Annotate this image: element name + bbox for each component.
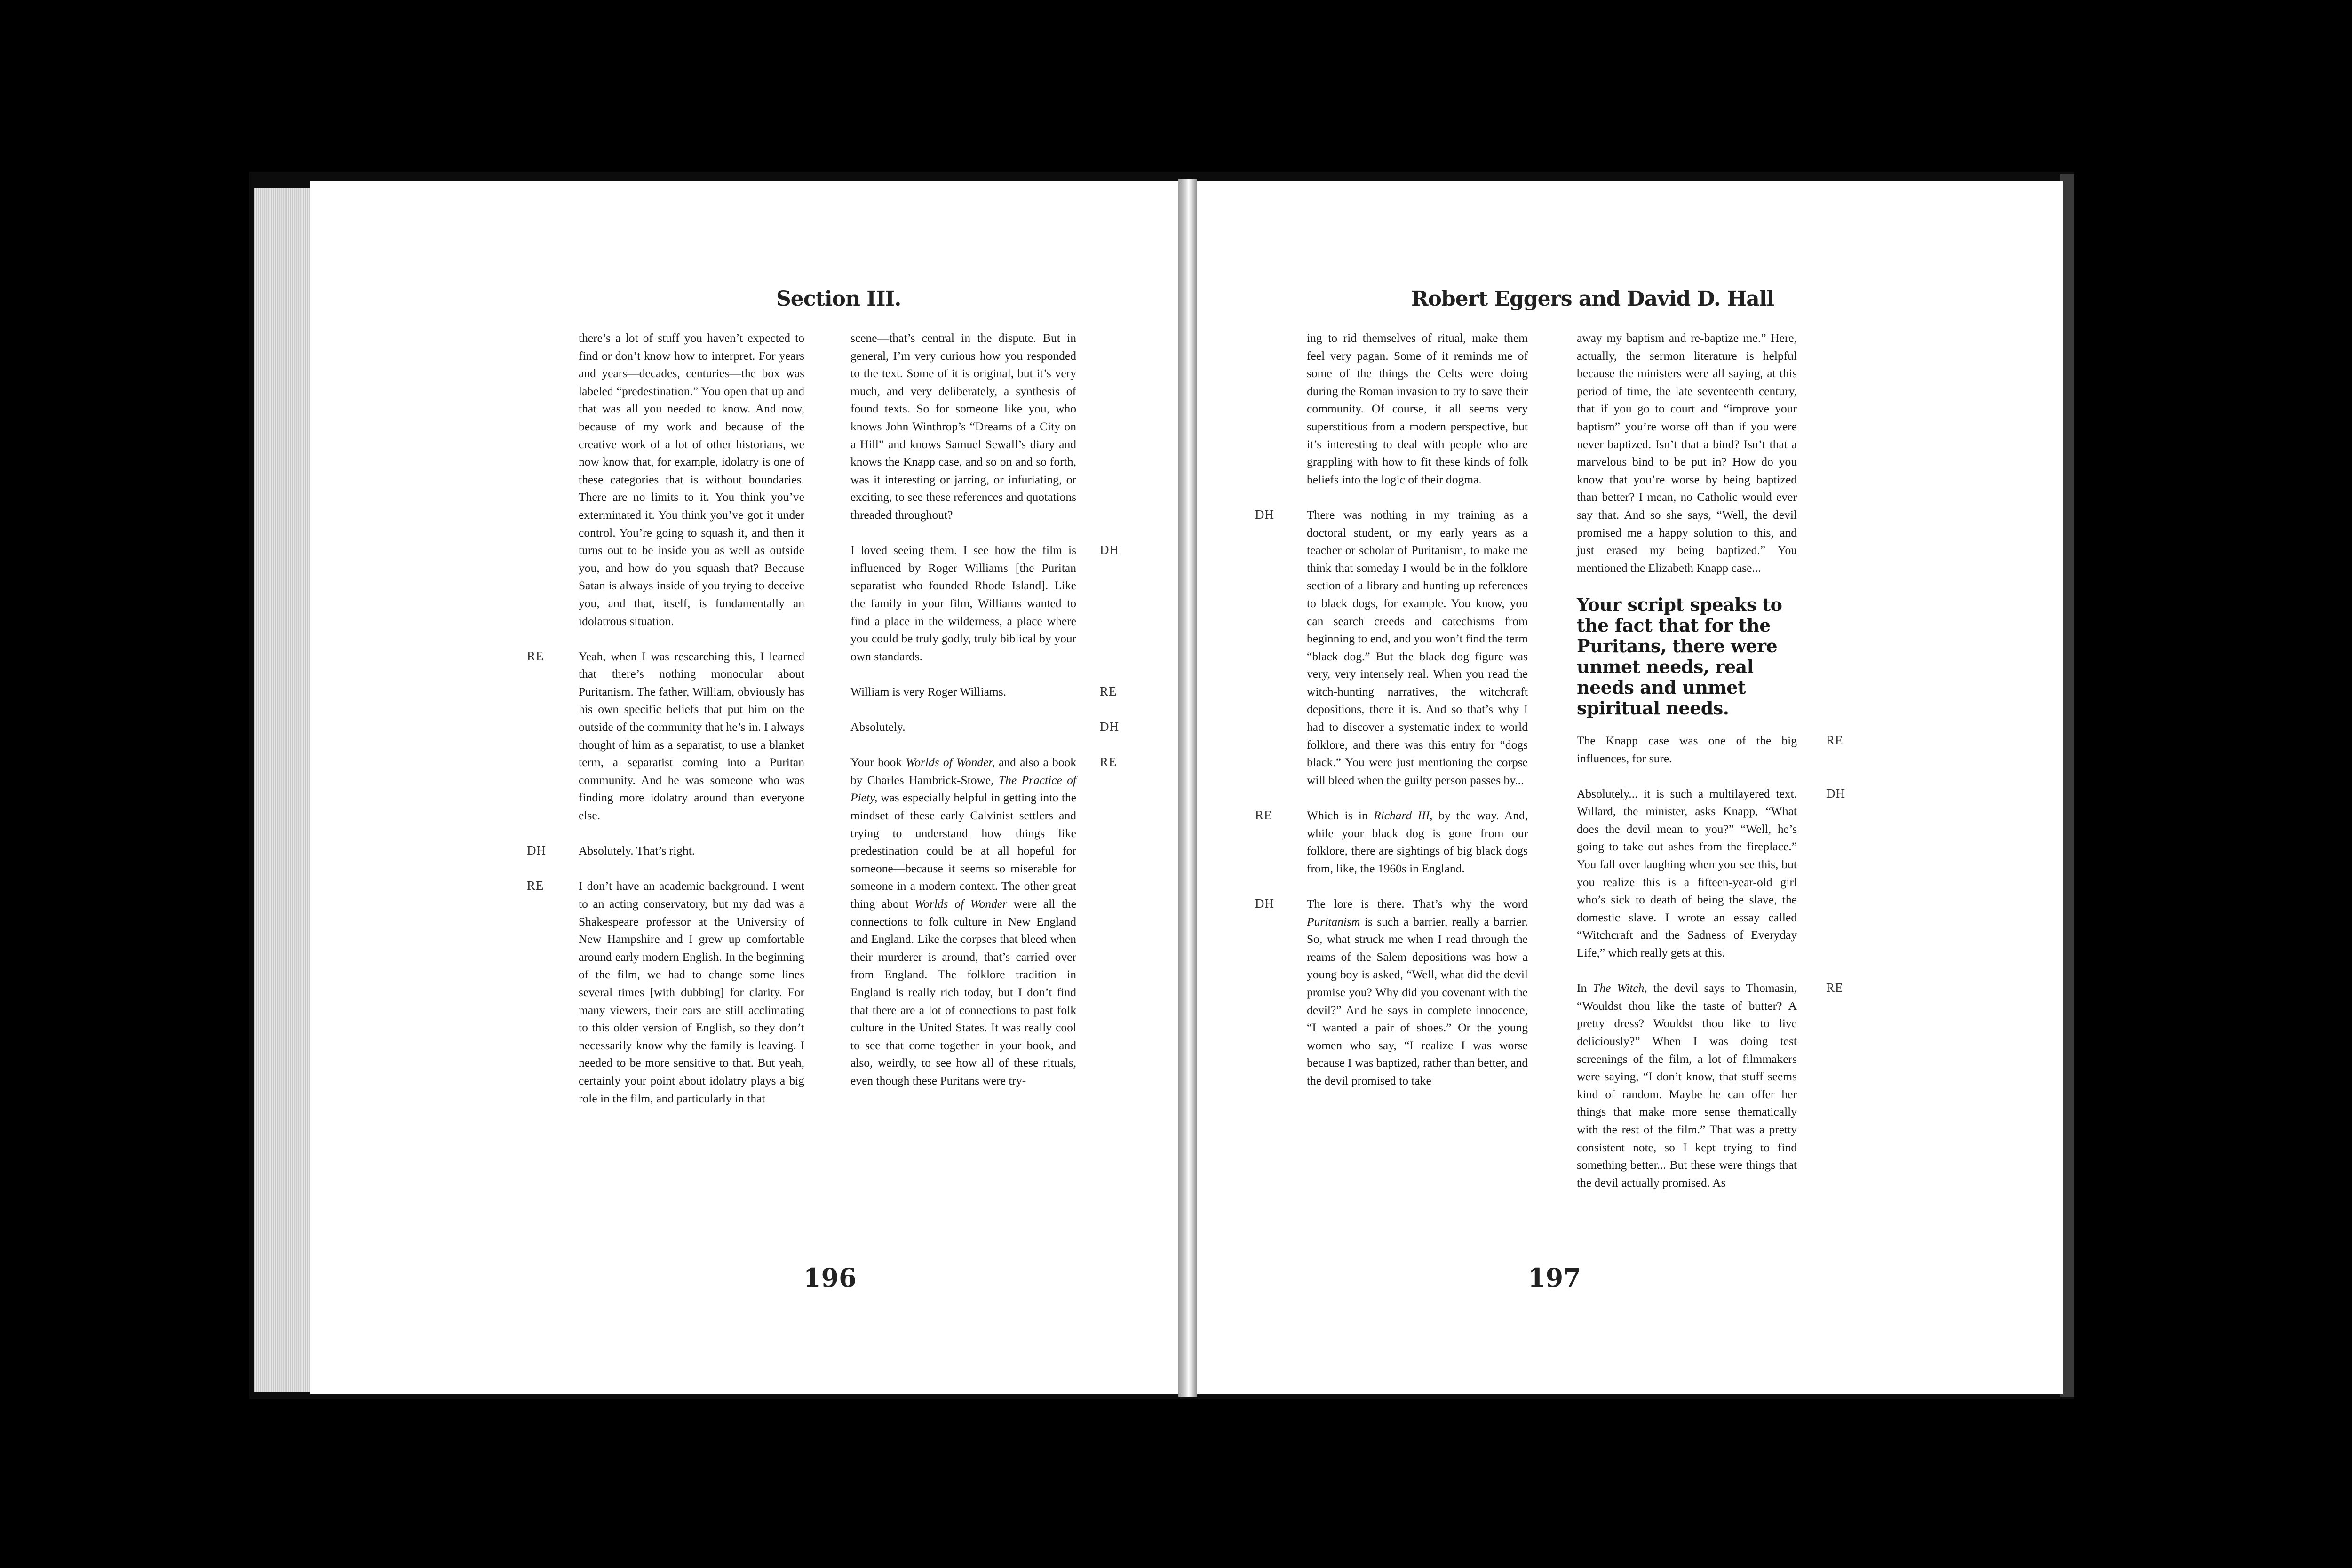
paragraph: Yeah, when I was researching this, I learned that there’s nothing monocular about Puritanism. The father, William, obviously has his own specific beliefs that put him on the outside of the community that he’s in. I always thought of him as a separatist, to use a blanket term, a separatist coming into a Puritan community. And he was someone who was finding more idolatry around than everyone else.: [579, 649, 804, 823]
speaker-label: RE: [527, 649, 544, 663]
running-head-right: Robert Eggers and David D. Hall: [1411, 287, 1774, 311]
speaker-label: DH: [527, 843, 546, 858]
paragraph: There was nothing in my training as a doctoral student, or my early years as a teacher or scholar of Puritanism, to make me think that someday I would be in the folklore section of a library and hunting up references to black dogs, for example. You know, you can search creeds and catechisms from beginning to end, and you won’t find the term “black dog.” But the black dog figure was very, very intensely real. When you read the witch-hunting narratives, the witchcraft depositions, there it is. And so that’s why I had to discover a systematic index to world folklore, and there was this entry for “dogs black.” You were just mentioning the corpse will bleed when the guilty person passes by...: [1307, 507, 1528, 787]
play-title: Richard III,: [1374, 808, 1433, 823]
pull-quote: Your script speaks to the fact that for the Puritans, there were unmet needs, real needs and unmet spiritual needs.: [1577, 594, 1782, 719]
page-number-left: 196: [803, 1263, 857, 1293]
paragraph: The lore is there. That’s why the word Puritanism is such a barrier, really a barrier. So, what struck me when I read through the reams of the Salem depositions was how a young boy is asked, “Well, what did the devil promise you? Why did you covenant with the devil?” And he says in complete innocence, “I wanted a pair of shoes.” Or the young women who say, “I realize I was worse because I was baptized, rather than better, and the devil promised to take: [1307, 897, 1528, 1087]
speaker-label: DH: [1255, 507, 1274, 522]
dialogue-entry: [850, 683, 1117, 701]
dialogue-entry: [1255, 807, 1528, 877]
book-title: Worlds of Wonder,: [906, 755, 995, 769]
right-col-2: [1577, 329, 1845, 1209]
paragraph: Absolutely.: [850, 720, 906, 734]
dialogue-entry: [1255, 895, 1528, 1090]
paragraph: Your book Worlds of Wonder, and also a book by Charles Hambrick-Stowe, The Practice of Piety, was especially helpful in getting into the mindset of these early Calvinist settlers and trying to understand how things like predestination could be at all hopeful for someone—because it seems so miserable for someone in a modern context. The other great thing about Worlds of Wonder were all the connections to folk culture in New England and England. Like the corpses that bleed when their murderer is around, that’s carried over from England. The folklore tradition in England is really rich today, but I don’t find that there are a lot of connections to past folk culture in the United States. It was really cool to see that come together in your book, and also, weirdly, to see how all of these rituals, even though these Puritans were try-: [850, 755, 1077, 1087]
paragraph: ing to rid themselves of ritual, make them feel very pagan. Some of it reminds me of some of the things the Celts were doing during the Roman invasion to try to save their community. Of course, it all seems very superstitious from a modern perspective, but it’s interesting to deal with people who are grappling with how to fit these kinds of folk beliefs into the logic of their dogma.: [1307, 331, 1528, 486]
paragraph: away my baptism and re-baptize me.” Here, actually, the sermon literature is helpful because the ministers were all saying, at this period of time, the late seventeenth century, that if you go to court and “improve your baptism” you’re worse off than if you were never baptized. Isn’t that a bind? Isn’t that a marvelous bind to be put in? How do you know that you’re worse by being baptized than better? I mean, no Catholic would ever say that. And so she says, “Well, the devil promised me a happy solution to this, and just erased my being baptized.” You mentioned the Elizabeth Knapp case...: [1577, 331, 1797, 575]
dialogue-entry: [1577, 785, 1845, 962]
running-head-left: Section III.: [776, 287, 901, 311]
left-col-2: [850, 329, 1119, 1107]
paragraph: William is very Roger Williams.: [850, 684, 1007, 698]
speaker-label: DH: [1100, 720, 1119, 734]
paragraph: In The Witch, the devil says to Thomasin, “Wouldst thou like the taste of butter? A pretty dress? Wouldst thou like to live deliciously?” When I was doing test screenings of the film, a lot of filmmakers were saying, “I don’t know, that stuff seems kind of random. Maybe he can offer her things that make more sense thematically with the rest of the film.” That was a pretty consistent note, so I kept trying to find something better... But these were things that the devil actually promised. As: [1577, 981, 1797, 1189]
paragraph: Absolutely... it is such a multilayered text. Willard, the minister, asks Knapp, “What does the devil mean to you?” “Well, he’s going to take out ashes from the fireplace.” You fall over laughing when you see this, but you realize this is a fifteen-year-old girl who’s sick to death of being the slave, the domestic slave. I wrote an essay called “Witchcraft and the Sadness of Everyday Life,” which really gets at this.: [1577, 786, 1797, 960]
paragraph: scene—that’s central in the dispute. But in general, I’m very curious how you responded to the text. Some of it is original, but it’s very much, and very deliberately, a synthesis of found texts. So for someone like you, who knows John Winthrop’s “Dreams of a City on a Hill” and knows Samuel Sewall’s diary and knows the Knapp case, and so on and so forth, was it interesting or jarring, or infuriating, or exciting, to see these references and quotations threaded throughout?: [850, 331, 1076, 522]
speaker-label: RE: [1255, 808, 1272, 823]
emphasis: Puritanism: [1307, 914, 1360, 928]
paragraph: I loved seeing them. I see how the film is influenced by Roger Williams [the Puritan separatist who founded Rhode Island]. Like the family in your film, Williams wanted to find a place in the wilderness, a place where you could be truly godly, truly biblical by your own standards.: [850, 543, 1076, 663]
right-page: [1192, 181, 2063, 1394]
paragraph: Which is in Richard III, by the way. And, while your black dog is gone from our folklore, there are sightings of big black dogs from, like, the 1960s in England.: [1307, 808, 1528, 875]
speaker-label: DH: [1255, 896, 1274, 911]
speaker-label: DH: [1100, 543, 1119, 557]
right-col-1: [1255, 329, 1528, 1107]
speaker-label: RE: [527, 879, 544, 893]
dialogue-entry: [1577, 732, 1843, 767]
left-page: [310, 181, 1181, 1394]
dialogue-entry: [1255, 506, 1528, 789]
book-gutter: [1178, 179, 1197, 1397]
dialogue-entry: [850, 718, 1119, 736]
paragraph: Absolutely. That’s right.: [579, 844, 695, 858]
left-col-1: [527, 329, 804, 1125]
book-title: The Practice of Piety,: [850, 773, 1076, 805]
speaker-label: RE: [1826, 733, 1843, 747]
dialogue-entry: [850, 753, 1117, 1089]
paragraph: The Knapp case was one of the big influences, for sure.: [1577, 733, 1797, 765]
speaker-label: RE: [1100, 684, 1117, 698]
film-title: The Witch,: [1593, 981, 1647, 995]
speaker-label: RE: [1100, 755, 1117, 769]
paragraph: there’s a lot of stuff you haven’t expected to find or don’t know how to interpret. For years and years—decades, centuries—the box was labeled “predestination.” You open that up and that was all you needed to know. And now, because of my work and because of the creative work of a lot of other historians, we now know that, for example, idolatry is one of these categories that is without boundaries. There are no limits to it. You think you’ve exterminated it. You think you’ve got it under control. You’re going to squash it, and then it turns out to be inside you as well as outside you, and how do you squash that? Because Satan is always inside of you trying to deceive you, and that, itself, is fundamentally an idolatrous situation.: [579, 331, 804, 628]
dialogue-entry: [1577, 979, 1843, 1191]
speaker-label: RE: [1826, 981, 1843, 995]
book-title: Worlds of Wonder: [914, 897, 1008, 911]
page-block-edge: [254, 188, 315, 1392]
paragraph: I don’t have an academic background. I went to an acting conservatory, but my dad was a Shakespeare professor at the University of New Hampshire and I grew up comfortable around early modern English. In the beginning of the film, we had to change some lines several times [with dubbing] for clarity. For many viewers, their ears are still acclimating to this older version of English, so they don’t necessarily know why the family is leaving. I needed to be more sensitive to that. But yeah, certainly your point about idolatry plays a big role in the film, and particularly in that: [579, 879, 804, 1105]
speaker-label: DH: [1826, 786, 1845, 800]
page-number-right: 197: [1528, 1263, 1581, 1293]
dialogue-entry: [527, 877, 804, 1107]
dialogue-entry: [850, 541, 1119, 665]
dialogue-entry: [527, 842, 804, 860]
dialogue-entry: [527, 648, 804, 824]
